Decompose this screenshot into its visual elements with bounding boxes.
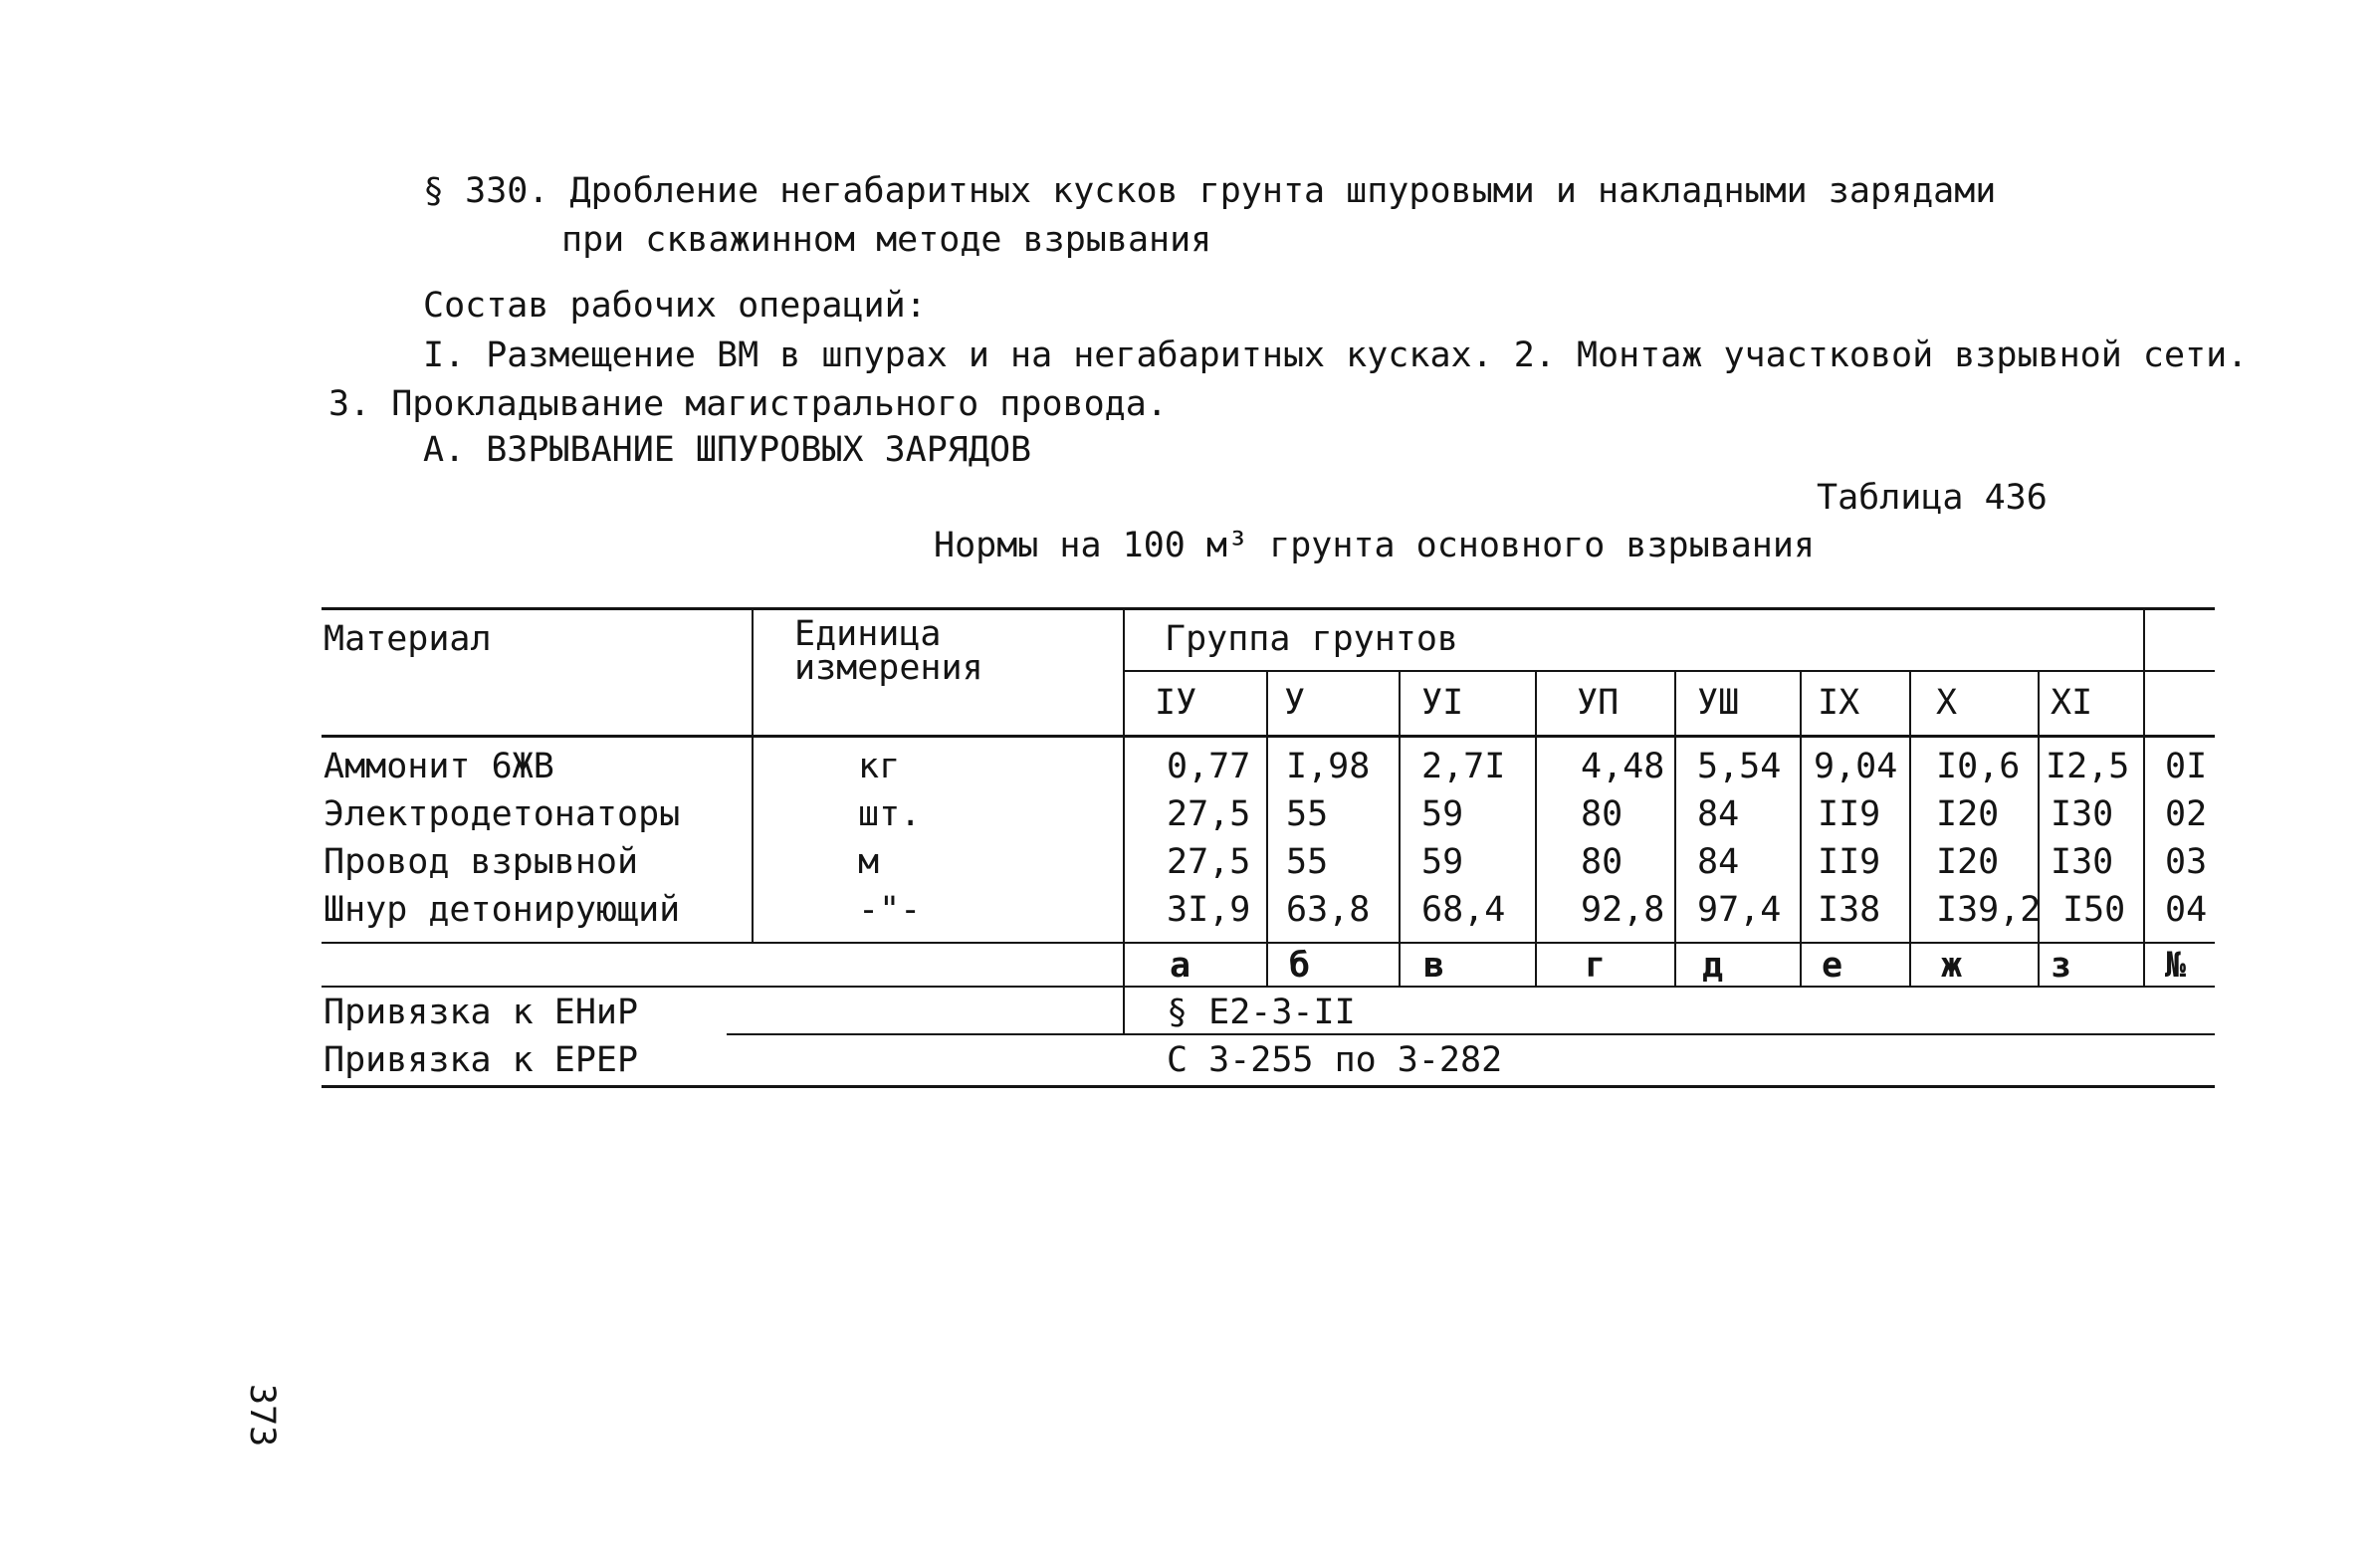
header-material: Материал bbox=[324, 619, 492, 659]
column-letter: г bbox=[1585, 946, 1607, 986]
row-code: 02 bbox=[2165, 794, 2208, 834]
row-value: 68,4 bbox=[1421, 890, 1506, 930]
column-letter: а bbox=[1170, 946, 1191, 986]
header-group: Группа грунтов bbox=[1165, 619, 1459, 659]
section-title-line-2: при скважинном методе взрывания bbox=[561, 220, 1212, 260]
vrule-col-5 bbox=[1674, 670, 1676, 988]
row-unit: кг bbox=[858, 747, 901, 786]
group-header: IУ bbox=[1155, 683, 1197, 723]
row-unit: -"- bbox=[858, 890, 922, 930]
enir-value: § Е2-3-II bbox=[1167, 993, 1356, 1032]
row-code: 03 bbox=[2165, 842, 2208, 882]
row-value: 84 bbox=[1697, 842, 1740, 882]
row-material: Аммонит 6ЖВ bbox=[324, 747, 554, 786]
group-header: УI bbox=[1421, 683, 1464, 723]
row-value: I39,2 bbox=[1936, 890, 2042, 930]
vrule-col-2 bbox=[1266, 670, 1268, 988]
group-header: X bbox=[1936, 683, 1958, 723]
header-unit: Единица измерения bbox=[794, 614, 983, 688]
vrule-col-3 bbox=[1399, 670, 1401, 988]
row-code: 0I bbox=[2165, 747, 2208, 786]
row-value: I30 bbox=[2051, 842, 2114, 882]
operations-line-1: I. Размещение ВМ в шпурах и на негабаритных кусках. 2. Монтаж участковой взрывной сети. bbox=[423, 335, 2249, 375]
row-value: 27,5 bbox=[1167, 794, 1251, 834]
row-value: I20 bbox=[1936, 842, 2000, 882]
row-unit: м bbox=[858, 842, 880, 882]
row-value: I38 bbox=[1818, 890, 1881, 930]
row-value: 55 bbox=[1286, 842, 1329, 882]
row-value: 92,8 bbox=[1581, 890, 1665, 930]
erer-value: С 3-255 по 3-282 bbox=[1167, 1040, 1503, 1080]
operations-line-2: 3. Прокладывание магистрального провода. bbox=[328, 384, 1168, 424]
row-code: 04 bbox=[2165, 890, 2208, 930]
row-value: 3I,9 bbox=[1167, 890, 1251, 930]
row-unit: шт. bbox=[858, 794, 922, 834]
rule-header-bottom bbox=[322, 735, 2215, 738]
operations-heading: Состав рабочих операций: bbox=[423, 286, 927, 326]
rule-top bbox=[322, 607, 2215, 610]
rule-bottom bbox=[322, 1085, 2215, 1088]
row-value: 0,77 bbox=[1167, 747, 1251, 786]
row-value: 97,4 bbox=[1697, 890, 1782, 930]
group-header: XI bbox=[2051, 683, 2093, 723]
rule-letters-top bbox=[322, 942, 2215, 944]
row-value: 9,04 bbox=[1814, 747, 1898, 786]
row-value: I2,5 bbox=[2046, 747, 2130, 786]
rule-enir-bottom bbox=[727, 1033, 2215, 1035]
row-value: 63,8 bbox=[1286, 890, 1371, 930]
vrule-col-4 bbox=[1535, 670, 1537, 988]
table-title: Нормы на 100 м³ грунта основного взрывания bbox=[934, 526, 1816, 565]
row-value: 59 bbox=[1421, 842, 1464, 882]
row-material: Провод взрывной bbox=[324, 842, 639, 882]
column-letter: е bbox=[1822, 946, 1843, 986]
rule-letters-bottom bbox=[322, 986, 2215, 988]
row-value: I,98 bbox=[1286, 747, 1371, 786]
column-letter: б bbox=[1289, 946, 1311, 986]
column-letter: в bbox=[1423, 946, 1445, 986]
row-value: 5,54 bbox=[1697, 747, 1782, 786]
row-value: 80 bbox=[1581, 842, 1623, 882]
vrule-col-8 bbox=[2038, 670, 2040, 988]
vrule-code-left bbox=[2143, 607, 2145, 988]
vrule-col-7 bbox=[1909, 670, 1911, 988]
vrule-col-6 bbox=[1800, 670, 1802, 988]
row-value: I50 bbox=[2062, 890, 2126, 930]
row-value: 80 bbox=[1581, 794, 1623, 834]
row-value: 27,5 bbox=[1167, 842, 1251, 882]
column-letter: д bbox=[1702, 946, 1724, 986]
row-value: I0,6 bbox=[1936, 747, 2021, 786]
row-value: I30 bbox=[2051, 794, 2114, 834]
row-value: 55 bbox=[1286, 794, 1329, 834]
row-material: Электродетонаторы bbox=[324, 794, 681, 834]
column-letter: з bbox=[2051, 946, 2072, 986]
subsection-title: А. ВЗРЫВАНИЕ ШПУРОВЫХ ЗАРЯДОВ bbox=[423, 430, 1032, 470]
rule-group-under bbox=[1123, 670, 2215, 672]
column-letter-number: № bbox=[2165, 946, 2187, 986]
enir-label: Привязка к ЕНиР bbox=[324, 993, 639, 1032]
row-material: Шнур детонирующий bbox=[324, 890, 681, 930]
column-letter: ж bbox=[1941, 946, 1963, 986]
table-number: Таблица 436 bbox=[1817, 478, 2048, 518]
vrule-unit-left bbox=[752, 607, 754, 944]
group-header: IX bbox=[1818, 683, 1860, 723]
section-title-line-1: § 330. Дробление негабаритных кусков грунта шпуровыми и накладными зарядами bbox=[423, 171, 1997, 211]
row-value: 84 bbox=[1697, 794, 1740, 834]
group-header: УП bbox=[1577, 683, 1620, 723]
erer-label: Привязка к ЕРЕР bbox=[324, 1040, 639, 1080]
row-value: 4,48 bbox=[1581, 747, 1665, 786]
row-value: 2,7I bbox=[1421, 747, 1506, 786]
vrule-group-left bbox=[1123, 607, 1125, 1035]
row-value: I20 bbox=[1936, 794, 2000, 834]
page-number: 373 bbox=[242, 1384, 282, 1447]
row-value: II9 bbox=[1818, 842, 1881, 882]
group-header: У bbox=[1284, 683, 1306, 723]
row-value: 59 bbox=[1421, 794, 1464, 834]
row-value: II9 bbox=[1818, 794, 1881, 834]
group-header: УШ bbox=[1697, 683, 1740, 723]
